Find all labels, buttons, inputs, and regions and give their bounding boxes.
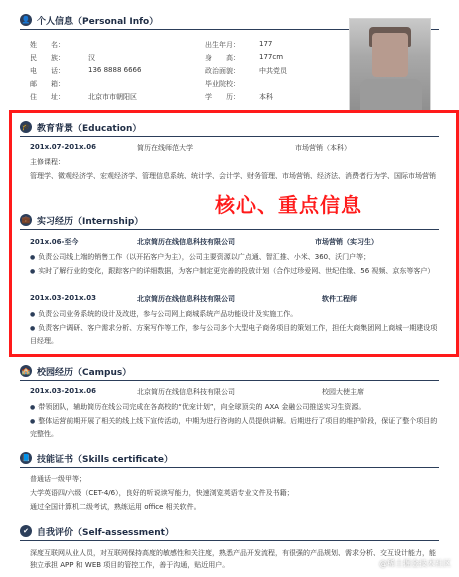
info-row-2: 民 族： 汉 身 高： 177cm bbox=[30, 53, 284, 62]
education-title: 教育背景（Education） bbox=[37, 124, 142, 134]
education-major: 市场营销（本科） bbox=[295, 144, 351, 152]
campus-bullet: ● 整体运营前期开展了相关的线上线下宣传活动，中期为进行咨询的人员提供讲解。后期进行了项目的维护阶段，保证了整个项目的完整性。 bbox=[30, 415, 440, 440]
job-bullet: ● 负责公司线上端的销售工作（以开拓客户为主），公司主要资源以广点通、智汇推、小米、360、沃门户等； bbox=[30, 251, 440, 264]
skills-section-header bbox=[10, 450, 449, 468]
info-row-5: 住 址： 北京市市朝阳区 学 历： 本科 bbox=[30, 93, 273, 101]
skills-title: 技能证书（Skills certificate） bbox=[37, 455, 173, 465]
job-company: 北京简历在线信息科技有限公司 bbox=[137, 295, 235, 303]
watermark: @稀土掘金技术社区 bbox=[379, 559, 451, 568]
briefcase-icon: 💼 bbox=[21, 216, 31, 224]
campus-org: 北京简历在线信息科技有限公司 bbox=[137, 388, 235, 396]
campus-bullet: ● 带领团队，辅助简历在线公司完成在各高校的“优宠计划”，向全球顶尖的 AXA 金融公司推送实习生资源。 bbox=[30, 401, 440, 414]
info-row-3: 电 话： 136 8888 6666 政治面貌： 中共党员 bbox=[30, 66, 287, 75]
skill-line: 通过全国计算机二级考试，熟练运用 office 相关软件。 bbox=[30, 503, 201, 511]
campus-title: 校园经历（Campus） bbox=[37, 368, 132, 378]
graduation-cap-icon: 🎓 bbox=[21, 123, 31, 131]
skill-line: 普通话一级甲等； bbox=[30, 475, 86, 483]
section-divider bbox=[20, 540, 439, 541]
section-divider bbox=[20, 380, 439, 381]
job-date: 201x.06-至今 bbox=[30, 238, 79, 246]
personal-title: 个人信息（Personal Info） bbox=[37, 17, 159, 27]
campus-role: 校园大使主席 bbox=[322, 388, 364, 396]
job-role: 市场营销（实习生） bbox=[315, 238, 378, 246]
job-date: 201x.03-201x.03 bbox=[30, 294, 96, 302]
campus-section-header bbox=[10, 363, 449, 381]
self-title: 自我评价（Self-assessment） bbox=[37, 528, 174, 538]
campus-date: 201x.03-201x.06 bbox=[30, 387, 96, 395]
skill-line: 大学英语四/六级（CET-4/6），良好的听说读写能力，快速浏览英语专业文件及书籍； bbox=[30, 489, 294, 497]
internship-title: 实习经历（Internship） bbox=[37, 217, 144, 227]
highlight-annotation: 核心、重点信息 bbox=[215, 193, 362, 217]
self-section-header bbox=[10, 523, 449, 541]
courses-label: 主修课程： bbox=[30, 158, 65, 166]
job-bullet: ● 实时了解行业的变化，跟踪客户的详细数据，为客户制定更完善的投放计划（合作过珍爱网、世纪佳缘、56 视频、京东等客户） bbox=[30, 265, 440, 278]
info-row-4: 邮 箱： 毕业院校： bbox=[30, 80, 240, 88]
education-date: 201x.07-201x.06 bbox=[30, 143, 96, 151]
book-icon: 📘 bbox=[21, 454, 31, 462]
section-divider bbox=[20, 467, 439, 468]
highlight-box bbox=[9, 110, 459, 357]
person-icon: 👤 bbox=[21, 16, 31, 24]
job-role: 软件工程师 bbox=[322, 295, 357, 303]
education-school: 简历在线师范大学 bbox=[137, 144, 193, 152]
info-row-1: 姓 名： 出生年月： 177 bbox=[30, 40, 273, 49]
building-icon: 🏫 bbox=[21, 367, 31, 375]
self-assessment-text: 深度互联网从业人员，对互联网保持高度的敏感性和关注度，熟悉产品开发流程，有很强的产品规划、需求分析、交互设计能力，能独立承担 APP 和 WEB 项目的管控工作，善于沟通，贴近用户。 bbox=[30, 549, 436, 569]
job-bullet: ● 负责公司业务系统的设计及改进，参与公司网上商城系统产品功能设计及实施工作。 bbox=[30, 308, 440, 321]
profile-photo bbox=[349, 18, 431, 112]
job-bullet: ● 负责客户调研、客户需求分析、方案写作等工作，参与公司多个大型电子商务项目的策划工作，担任大商集团网上商城一期建设项目经理。 bbox=[30, 322, 440, 347]
user-check-icon: ✔ bbox=[20, 525, 32, 537]
job-company: 北京简历在线信息科技有限公司 bbox=[137, 238, 235, 246]
courses-list: 管理学、微观经济学、宏观经济学、管理信息系统、统计学、会计学、财务管理、市场营销、经济法、消费者行为学、国际市场营销 bbox=[30, 172, 436, 180]
